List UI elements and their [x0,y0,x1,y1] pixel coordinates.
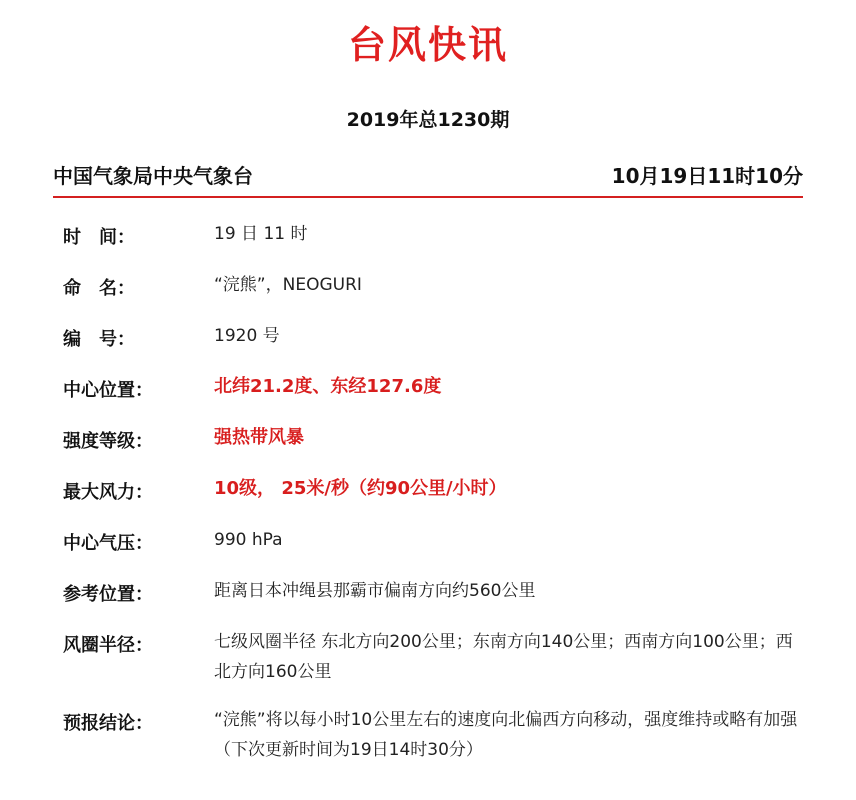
row-label: 风圈半径： [63,635,153,656]
row-label: 命 名： [63,278,135,299]
row-label: 最大风力： [63,482,153,503]
next-update-note: （下次更新时间为19日14时30分） [214,740,483,760]
row-label: 编 号： [63,329,135,350]
row-value [214,705,804,765]
row-value: 10级， 25米/秒（约90公里/小时） [214,478,507,499]
issue-number: 2019年总1230期 [346,109,510,131]
row-label: 强度等级： [63,431,153,452]
row-label: 预报结论： [63,713,153,734]
row-value: 1920 号 [214,326,280,346]
row-value: 19 日 11 时 [214,224,308,244]
row-value: “浣熊”，NEOGURI [214,275,362,295]
row-label: 中心位置： [63,380,153,401]
row-value: 990 hPa [214,530,283,550]
row-value: 距离日本冲绳县那霸市偏南方向约560公里 [214,581,536,601]
row-label: 参考位置： [63,584,153,605]
row-label: 时 间： [63,227,135,248]
row-value: 七级风圈半径 东北方向200公里；东南方向140公里；西南方向100公里；西北方向160公里 [214,632,793,682]
header-divider [53,196,803,198]
row-label: 中心气压： [63,533,153,554]
agency-name: 中国气象局中央气象台 [53,164,253,188]
issue-datetime: 10月19日11时10分 [611,164,803,188]
row-value: 北纬21.2度、东经127.6度 [214,376,442,397]
row-value: 强热带风暴 [214,427,304,448]
forecast-text: “浣熊”将以每小时10公里左右的速度向北偏西方向移动，强度维持或略有加强 [214,710,798,730]
bulletin-title: 台风快讯 [347,23,508,67]
